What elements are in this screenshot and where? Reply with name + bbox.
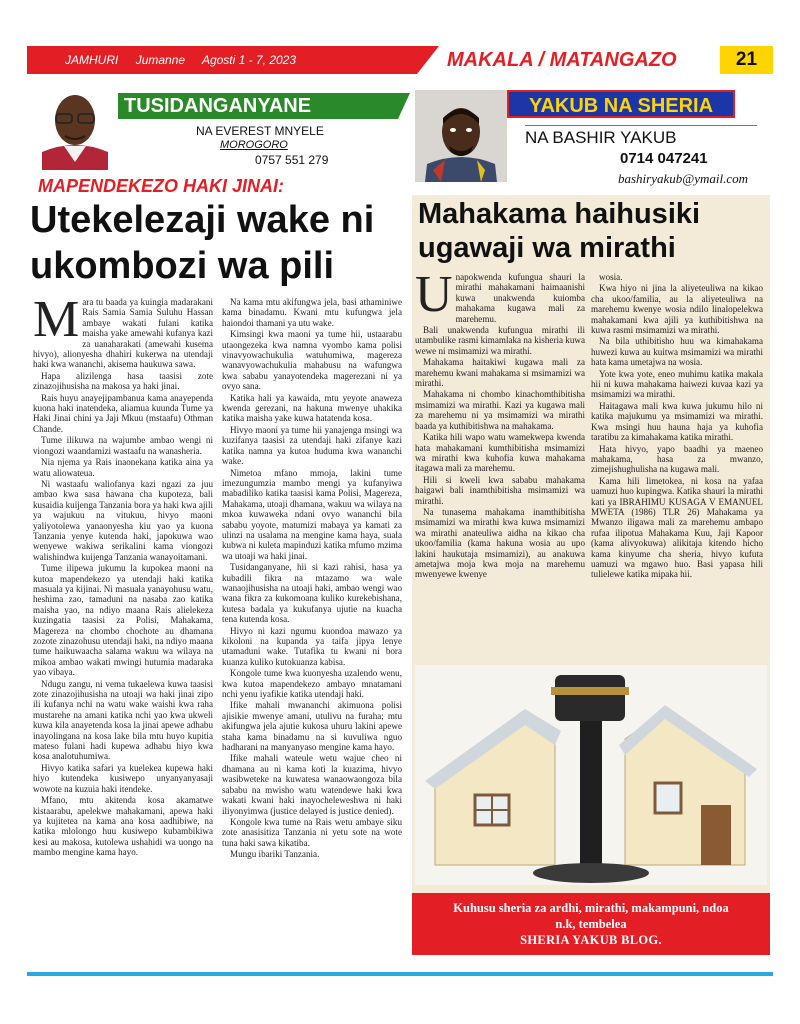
- paragraph: wosia.: [599, 272, 623, 282]
- paragraphs-right-col2: [591, 272, 763, 580]
- paragraph: Yote kwa yote, eneo muhimu katika makala hii ni kuwa mahakama haiwezi kuvaa kazi ya msimamizi wa mirathi.: [591, 368, 763, 400]
- section-title: MAKALA / MATANGAZO: [447, 49, 677, 71]
- author-location: MOROGORO: [220, 139, 288, 151]
- paragraph: Ifike mahali mwananchi akimuona polisi ajisikie mwenye amani, utulivu na furaha; mtu akifungwa jela ajutie kukosa uhuru lakini apewe staha kama binadamu na si kuvuliwa nguo hadharani na manyanyaso mengine kama hayo.: [222, 700, 402, 753]
- promo-box: [412, 893, 770, 955]
- header-bar: [27, 46, 417, 74]
- paragraph: Mungu ibariki Tanzania.: [230, 849, 320, 860]
- author-right: NA BASHIR YAKUB: [525, 128, 677, 147]
- promo-line1: Kuhusu sheria za ardhi, mirathi, makampuni, ndoa: [453, 901, 729, 915]
- article-right-col1: [415, 272, 585, 662]
- issue-day: Jumanne: [135, 53, 186, 67]
- article-left-col2: [222, 297, 402, 967]
- paragraph: Kongole kwa tume na Rais wetu ambaye siku zote anasisitiza Tanzania ni yetu sote na wote tuna haki sawa kikatiba.: [222, 816, 402, 848]
- column-title-left: TUSIDANGANYANE: [118, 93, 398, 119]
- dropcap-right: U: [415, 272, 453, 323]
- author-left: NA EVEREST MNYELE: [196, 124, 324, 138]
- paragraph: Hivyo maoni ya tume hii yanajenga msingi wa kuzifanya taasisi za utendaji haki zifanye kazi katika namna ya kutoa huduma kwa wananchi wake.: [222, 424, 402, 467]
- paragraph: Kongole tume kwa kuonyesha uzalendo wenu, kwa kutoa mapendekezo ambayo mnatamani nchi yenu iyafikie katika utendaji haki.: [222, 668, 402, 700]
- paragraph: Mahakama ni chombo kinachomthibitisha msimamizi wa mirathi. Kazi ya kugawa mali za marehemu ni ya msimamizi wa mirathi baada ya kuthibitishwa na mahakama.: [415, 389, 585, 431]
- paragraphs-left-col1: [33, 297, 213, 858]
- paragraph: napokwenda kufungua shauri la mirathi mahakamani haimaanishi kuwa unakwenda kuiomba mahakama kugawa mali za marehemu.: [455, 272, 585, 324]
- paragraph: Mahakama haitakiwi kugawa mali za marehemu kwani mahakama si msimamizi wa mirathi.: [415, 357, 585, 389]
- author-phone-left: 0757 551 279: [255, 153, 329, 167]
- article-headline-left: Utekelezaji wake ni ukombozi wa pili: [30, 199, 375, 287]
- article-left-col1: [33, 297, 213, 967]
- paragraph: Na kama mtu akifungwa jela, basi athaminiwe kama binadamu. Kwani mtu kufungwa jela haiondoi thamani ya utu wake.: [222, 297, 402, 328]
- dropcap-left: M: [33, 297, 80, 348]
- promo-blog-link[interactable]: SHERIA YAKUB BLOG.: [520, 933, 662, 947]
- columnist-photo-right: [415, 90, 507, 182]
- paragraph: Haitagawa mali kwa kuwa jukumu hilo ni katika majukumu ya msimamizi wa mirathi. Kwa msingi huu hauna haja ya kuhofia taratibu za kimahakama katika mirathi.: [591, 400, 763, 443]
- column-title-left-tip: [398, 93, 410, 119]
- paragraph: Na bila uthibitisho huu wa kimahakama huwezi kuwa au kuitwa msimamizi wa mirathi hata kama umetajwa na wosia.: [591, 336, 763, 368]
- issue-date: Agosti 1 - 7, 2023: [201, 53, 297, 67]
- page-number: 21: [720, 46, 773, 74]
- author-email: bashiryakub@ymail.com: [618, 171, 749, 186]
- paragraph: Hivyo ni kazi ngumu kuondoa mawazo ya kikoloni na kupanda ya taifa jipya lenye utamaduni wake. Tutafika tu kwani ni bora kuanza kuliko kutokuanza kabisa.: [222, 625, 402, 667]
- paragraph: Ndugu zangu, ni vema tukaelewa kuwa taasisi zote zinazojihusisha na utoaji wa haki jinai zipo ili kufanya nchi na watu wake waishi kwa raha mustarehe na amani katika nchi yao kwa ukweli kuwa kila anayetenda kosa la jinai apewe adhabu inayolingana na kosa lake bila mtu huyo kupitia mateso fulani hadi kupewa adhabu hiyo kwa kosa analotuhumiwa.: [33, 678, 213, 762]
- article-right-col2: [591, 272, 763, 662]
- promo-line2: n.k, tembelea: [555, 917, 627, 931]
- paragraph: Hapa alizilenga hasa taasisi zote zinazojihusisha na makosa ya haki jinai.: [33, 370, 213, 392]
- paragraph: Hivyo katika safari ya kuelekea kupewa haki hiyo kutendeka kusiwepo unyanyanyasaji wowote na kuzuia haki itendeke.: [33, 762, 213, 794]
- paragraph: Rais huyu anayejipambanua kama anayependa kuona haki inatendeka, aliamua kuunda Tume ya Haki Jinai chini ya Jaji Mkuu (mstaafu) Othman Chande.: [33, 392, 213, 434]
- paragraph: Na tunasema mahakama inamthibitisha msimamizi wa mirathi kwa kuwa msimamizi wa mirathi anateuliwa aidha na kikao cha ukoo/familia (kama hakuna wosia au upo lakini haukutaja msimamizi), au anakuwa ametajwa moja kwa moja na marehemu mwenyewe kwenye: [415, 506, 585, 580]
- article-headline-right: Mahakama haihusiki ugawaji wa mirathi: [418, 198, 701, 264]
- paragraph: Tume ilikuwa na wajumbe ambao wengi ni viongozi waandamizi wastaafu na wanasheria.: [33, 435, 213, 456]
- paragraph: Nia njema ya Rais inaonekana katika aina ya watu aliowateua.: [33, 457, 213, 478]
- author-divider: [525, 125, 757, 126]
- paragraph: Tume ilipewa jukumu la kupokea maoni na kutoa mapendekezo ya utendaji haki katika masuala ya kijinai. Ni masuala yanayohusu watu, heshima zao, tamaduni na nasaba zao katika maisha yao, na ndiyo maana Rais alielekeza kuzingatia taasisi za Polisi, Mahakama, Magereza na chombo chochote au dhamana zozote zinazohusu utendaji haki, na ndiyo maana tume haikuwaacha salama wakuu wa wilaya na mikoa ambao wakati mwingi hutumia madaraka yao vibaya.: [33, 563, 213, 678]
- paragraph: Mfano, mtu akitenda kosa akamatwe kistaarabu, apelekwe mahakamani, apewa haki ya kujitetea na kama ana kosa aadhibiwe, na katika mlolongo huu kusiwepo kubambikiwa kesi au makosa, kutolewa ushahidi wa uongo na mambo mengine kama hayo.: [33, 795, 213, 858]
- columnist-photo-left: [34, 82, 116, 170]
- paragraph: Kimsingi kwa maoni ya tume hii, ustaarabu utaongezeka kwa namna vyombo kama polisi vinavyowachukulia watuhumiwa, magereza wanavyowachukulia mahabusu na wafungwa kwa sababu yanayotendeka magerezani ni ya ovyo sana.: [222, 329, 402, 392]
- paragraph: Kwa hiyo ni jina la aliyeteuliwa na kikao cha ukoo/familia, au la aliyeteuliwa na marehemu kwenye wosia ndilo linalopelekwa mahakamani kwa ajili ya kuthibitishwa na kuwa rasmi msimamizi wa mirathi.: [591, 283, 763, 336]
- paragraph: ara tu baada ya kuingia madarakani Rais Samia Samia Suluhu Hassan ambaye wakati fulani katika maisha yake amewahi kufanya kazi za uanaharakati (amewahi kusema hivyo), alionyesha dhahiri kukerwa na utendaji haki kwa wananchi, akisema haukuwa sawa.: [33, 297, 213, 370]
- paper-name: JAMHURI: [65, 53, 119, 67]
- paragraph: Ni wastaafu waliofanya kazi ngazi za juu ambao kwa sasa hawana cha kupoteza, bali kusaidia kuijenga Tanzania bora ya haki kwa ajili ya wajukuu na vitukuu, hivyo maoni yaliyotolewa yanaonyesha kiu yao ya kuona Tanzania yenye kutenda haki, japokuwa wao wenyewe wakiwa serikalini kama viongozi walishindwa kuijenga Tanzania wanayoitamani.: [33, 478, 213, 562]
- paragraph: Nimetoa mfano mmoja, lakini tume imezungumzia mambo mengi ya kufanyiwa mabadiliko katika taasisi kama Polisi, Magereza, Mahakama, utoaji dhamana, wakuu wa wilaya na mkoa kuwaweka ndani ovyo wananchi bila sababu yoyote, matumizi mabaya ya kamati za ulinzi na usalama na mengine kama haya, suala kubwa ni kuleta mapinduzi katika mfumo mzima wa utoaji wa haki jinai.: [222, 467, 402, 561]
- paragraph: Katika hali ya kawaida, mtu yeyote anaweza kwenda gerezani, na hakuna mwenye uhakika katika maisha yake kuwa hatatenda kosa.: [222, 392, 402, 424]
- paragraph: Bali unakwenda kufungua mirathi ili utambulike rasmi kimamlaka na kisheria kuwa wewe ni msimamizi wa mirathi.: [415, 325, 585, 356]
- paragraph: Hata hivyo, yapo baadhi ya maeneo mahakama, hasa za mwanzo, zimejishughulisha na kugawa mali.: [591, 443, 763, 475]
- paragraphs-left-col2: [222, 297, 402, 860]
- paragraph: Kama hili limetokea, ni kosa na yafaa uamuzi huo kupingwa. Katika shauri la mirathi kati ya IBRAHIMU KUSAGA V EMANUEL MWETA (1986) TLR 26) Mahakama ya Mwanzo iligawa mali za marehemu ambapo rufaa ilipotua Mahakama Kuu, Jaji Kapoor (kama alivyokuwa) alikitaja kitendo hicho kama kinyume cha sheria, hivyo kufuta uamuzi wa mgawo huo. Basi yapasa hili tulielewe katika mipaka hii.: [591, 475, 763, 580]
- author-phone-right: 0714 047241: [620, 150, 708, 167]
- gavel-house-illustration: [415, 665, 767, 885]
- column-title-right: YAKUB NA SHERIA: [507, 90, 735, 118]
- paragraph: Ifike mahali wateule wetu wajue cheo ni dhamana au ni kama koti la kuazima, hivyo wasibweteke na kuwatesa wanaowaongoza bila sababu na mwisho watu watendewe haki kwa wakati kwani haki inayocheleweshwa ni haki iliyonyimwa (justice delayed is justice denied).: [222, 753, 402, 816]
- article-kicker: MAPENDEKEZO HAKI JINAI:: [38, 176, 285, 196]
- paragraph: Katika hili wapo watu wamekwepa kwenda hata mahakamani kumthibitisha msimamizi wa mirathi kwa kuhofia kuwa mahakama itagawa mali za marehemu.: [415, 432, 585, 474]
- footer-rule: [27, 972, 773, 976]
- paragraph: Hili si kweli kwa sababu mahakama haigawi bali inamthibitisha msimamizi wa mirathi.: [415, 474, 585, 506]
- paragraph: Tusidanganyane, hii si kazi rahisi, hasa ya kubadili fikra na mtazamo wa wale wanaojihusisha na utoaji haki, ambao wengi wao wana fikra za kukomoana kuliko kurekebishana, kutesa badala ya kukufanya ujutie na kuacha tena kutenda kosa.: [222, 562, 402, 625]
